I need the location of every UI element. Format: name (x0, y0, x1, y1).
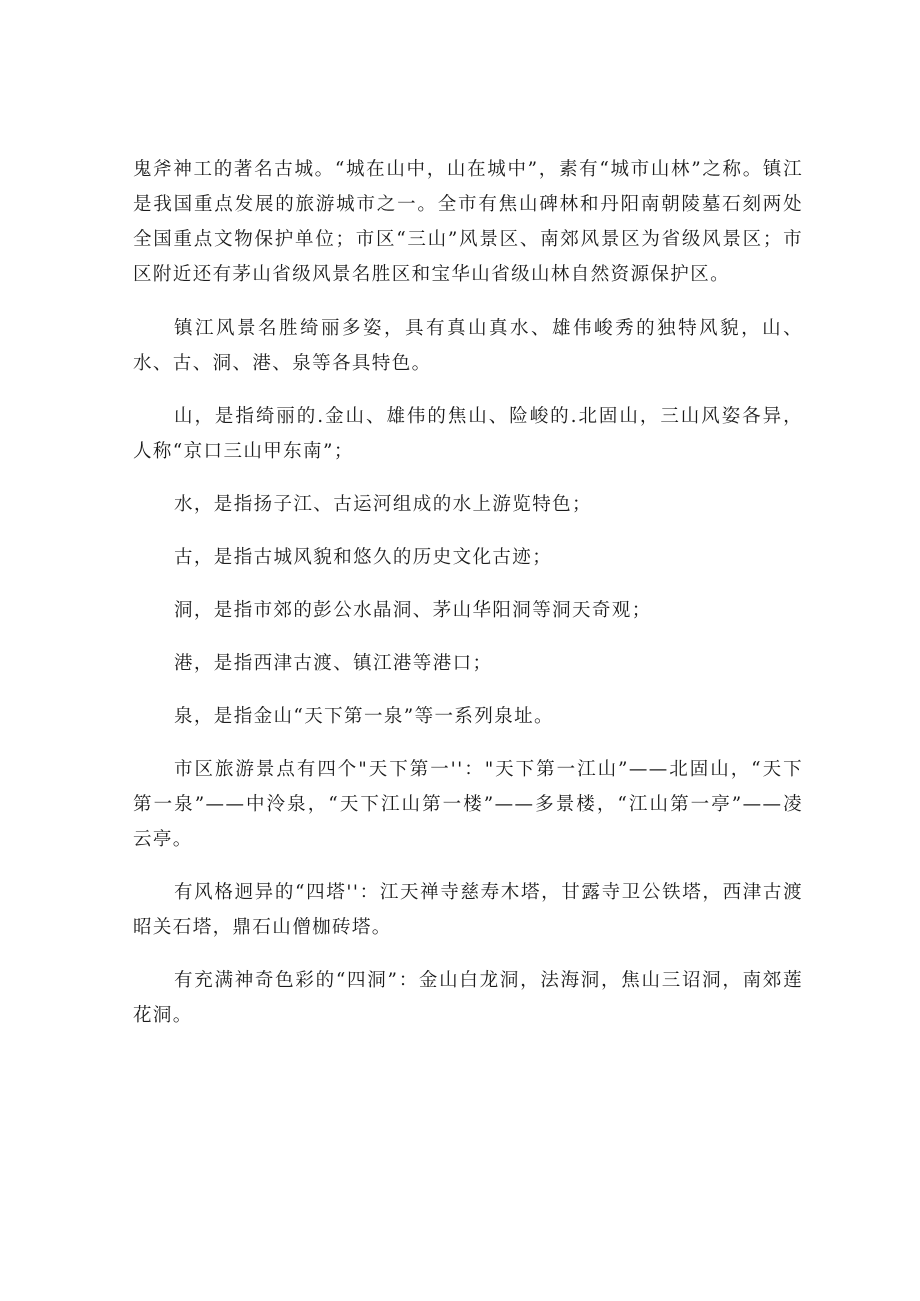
paragraph-ancient: 古，是指古城风貌和悠久的历史文化古迹； (174, 547, 553, 568)
paragraph-water: 水，是指扬子江、古运河组成的水上游览特色； (174, 494, 592, 515)
paragraph-mountains: 山，是指绮丽的.金山、雄伟的焦山、险峻的.北固山，三山风姿各异，人称“京口三山甲东南”； (133, 406, 803, 462)
paragraph-city-intro: 鬼斧神工的著名古城。“城在山中，山在城中”，素有“城市山林”之称。镇江是我国重点发展的旅游城市之一。全市有焦山碑林和丹阳南朝陵墓石刻两处全国重点文物保护单位；市区“三山”风景区、南郊风景区为省级风景区；市区附近还有茅山省级风景名胜区和宝华山省级山林自然资源保护区。 (133, 159, 803, 285)
paragraph-caves: 洞，是指市郊的彭公水晶洞、茅山华阳洞等洞天奇观； (174, 600, 652, 621)
paragraph-scenery-overview: 镇江风景名胜绮丽多姿，具有真山真水、雄伟峻秀的独特风貌，山、水、古、洞、港、泉等各具特色。 (133, 318, 803, 374)
paragraph-springs: 泉，是指金山“天下第一泉”等一系列泉址。 (174, 706, 554, 727)
document-page (133, 152, 803, 1033)
paragraph-ports: 港，是指西津古渡、镇江港等港口； (174, 653, 493, 674)
paragraph-four-firsts: 市区旅游景点有四个"天下第一''："天下第一江山”——北固山，“天下第一泉”——中泠泉，“天下江山第一楼”——多景楼，“江山第一亭”——凌云亭。 (133, 759, 803, 850)
paragraph-four-caves: 有充满神奇色彩的“四洞”：金山白龙洞，法海洞，焦山三诏洞，南郊莲花洞。 (133, 970, 803, 1026)
paragraph-four-pagodas: 有风格迥异的“四塔''：江天禅寺慈寿木塔，甘露寺卫公铁塔，西津古渡昭关石塔，鼎石山僧枷砖塔。 (133, 882, 803, 938)
